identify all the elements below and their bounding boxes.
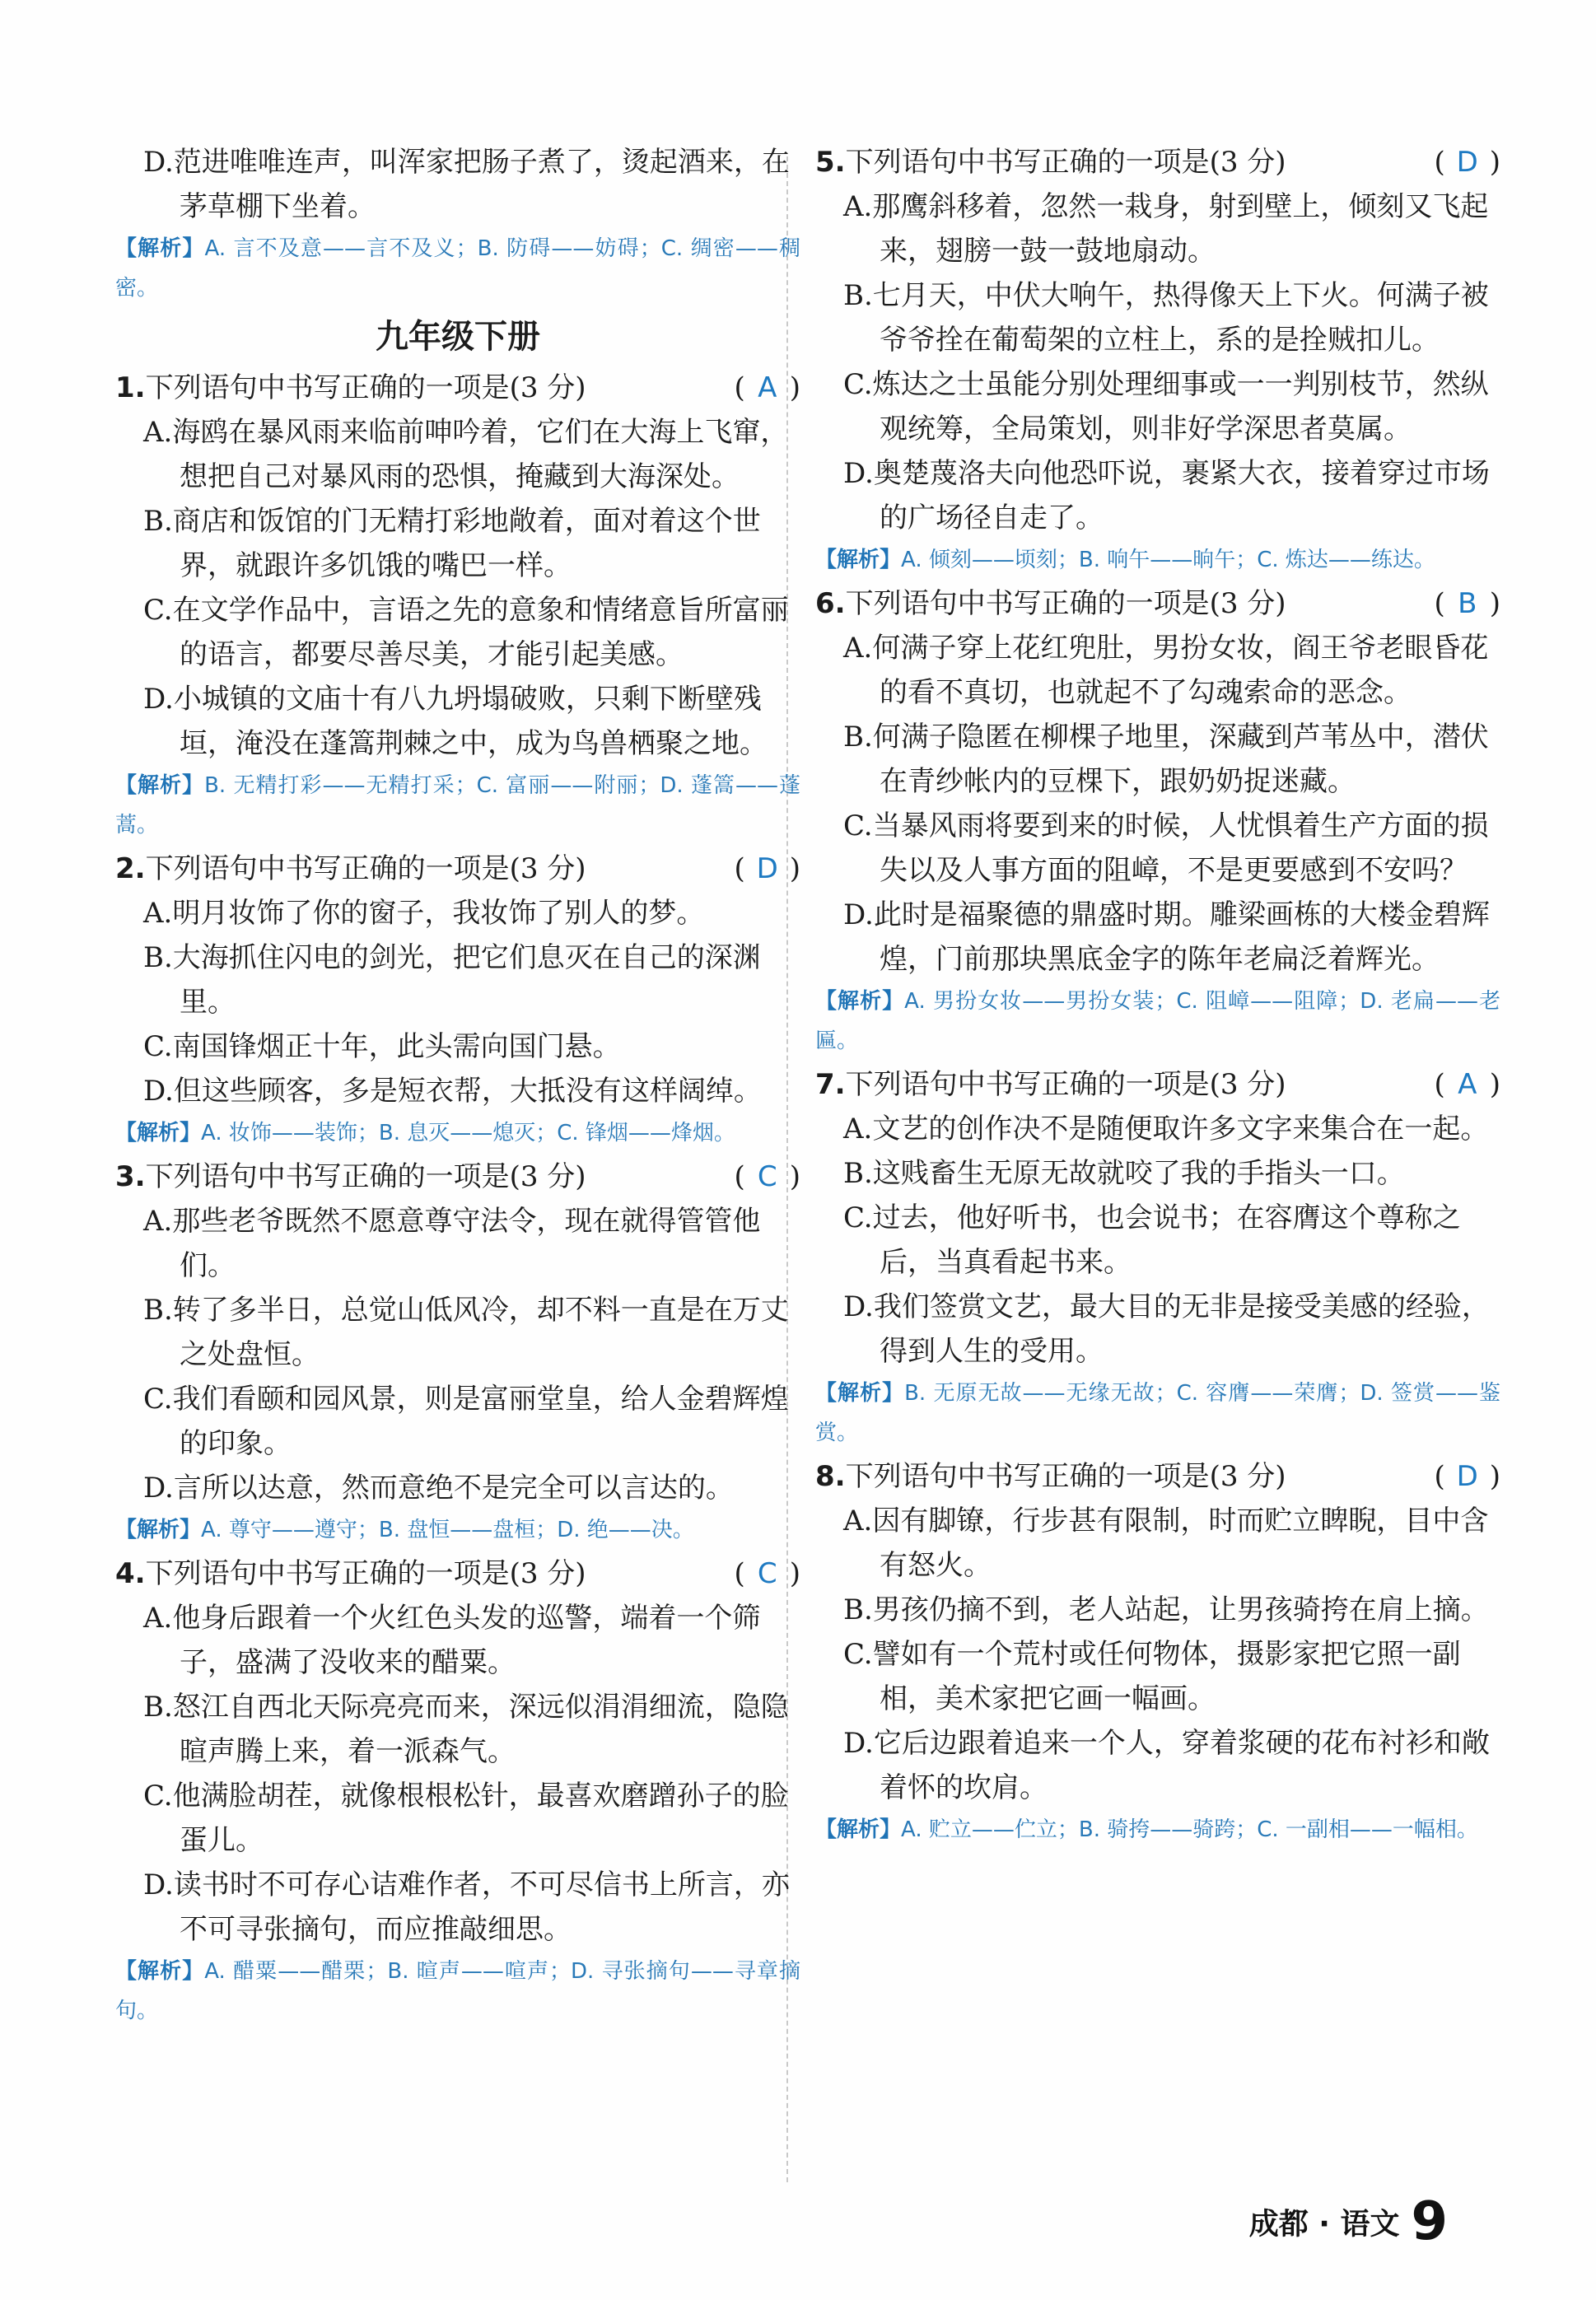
option-d: D.我们签赏文艺，最大目的无非是接受美感的经验，得到人生的受用。 bbox=[843, 1290, 1490, 1368]
answer: D bbox=[1456, 1460, 1478, 1493]
analysis: 【解析】A. 尊守——遵守；B. 盘恒——盘桓；D. 绝——决。 bbox=[115, 1518, 694, 1542]
question-7 bbox=[815, 1062, 1500, 1453]
analysis: 【解析】A. 言不及意——言不及义；B. 防碍——妨碍；C. 绸密——稠密。 bbox=[115, 236, 800, 301]
analysis: 【解析】B. 无精打彩——无精打采；C. 富丽——附丽；D. 蓬篙——蓬蒿。 bbox=[115, 773, 800, 837]
option-d: D.但这些顾客，多是短衣帮，大抵没有这样阔绰。 bbox=[143, 1075, 762, 1108]
analysis: 【解析】A. 贮立——伫立；B. 骑挎——骑跨；C. 一副相——一幅相。 bbox=[815, 1817, 1478, 1842]
question-stem: 6.下列语句中书写正确的一项是(3 分) ( B ) bbox=[815, 581, 1500, 626]
answer: C bbox=[757, 1557, 777, 1590]
question-stem: 2.下列语句中书写正确的一项是(3 分) ( D ) bbox=[115, 847, 800, 891]
option-c: C.譬如有一个荒村或任何物体，摄影家把它照一副相，美术家把它画一幅画。 bbox=[843, 1638, 1461, 1715]
answer: A bbox=[1458, 1068, 1477, 1101]
left-column bbox=[115, 140, 800, 2032]
question-stem: 5.下列语句中书写正确的一项是(3 分) ( D ) bbox=[815, 140, 1500, 184]
question-stem: 1.下列语句中书写正确的一项是(3 分) ( A ) bbox=[115, 366, 800, 410]
option-c: C.过去，他好听书，也会说书；在容膺这个尊称之后，当真看起书来。 bbox=[843, 1201, 1461, 1279]
page-number: 9 bbox=[1411, 2191, 1448, 2252]
option-b: B.何满子隐匿在柳棵子地里，深藏到芦苇丛中，潜伏在青纱帐内的豆棵下，跟奶奶捉迷藏。 bbox=[843, 721, 1489, 798]
right-column bbox=[815, 140, 1500, 1851]
question-5 bbox=[815, 140, 1500, 580]
option-d: D.言所以达意，然而意绝不是完全可以言达的。 bbox=[143, 1472, 734, 1505]
option: D.范进唯唯连声，叫浑家把肠子煮了，烫起酒来，在茅草棚下坐着。 bbox=[143, 146, 790, 223]
option-b: B.七月天，中伏大响午，热得像天上下火。何满子被爷爷拴在葡萄架的立柱上，系的是拴贼扣儿。 bbox=[843, 279, 1489, 357]
option-b: B.大海抓住闪电的剑光，把它们息灭在自己的深渊里。 bbox=[143, 941, 761, 1019]
option-d: D.小城镇的文庙十有八九坍塌破败，只剩下断壁残垣，淹没在蓬篙荆棘之中，成为鸟兽栖聚之地。 bbox=[143, 683, 768, 760]
question-stem: 4.下列语句中书写正确的一项是(3 分) ( C ) bbox=[115, 1551, 800, 1596]
question-8 bbox=[815, 1454, 1500, 1850]
footer-label: 成都 · 语文 bbox=[1248, 2207, 1400, 2242]
option-a: A.何满子穿上花红兜肚，男扮女妆，阎王爷老眼昏花的看不真切，也就起不了勾魂索命的恶念。 bbox=[843, 632, 1489, 709]
answer: C bbox=[757, 1160, 777, 1193]
option-b: B.男孩仍摘不到，老人站起，让男孩骑挎在肩上摘。 bbox=[843, 1593, 1489, 1626]
option-a: A.文艺的创作决不是随便取许多文字来集合在一起。 bbox=[843, 1113, 1489, 1145]
option-c: C.炼达之士虽能分别处理细事或一一判别枝节，然纵观统筹，全局策划，则非好学深思者莫属。 bbox=[843, 368, 1489, 446]
question-stem: 3.下列语句中书写正确的一项是(3 分) ( C ) bbox=[115, 1155, 800, 1199]
page-footer bbox=[1249, 2191, 1448, 2252]
question-6 bbox=[815, 581, 1500, 1061]
question-2 bbox=[115, 847, 800, 1153]
option-a: A.那鹰斜移着，忽然一栽身，射到壁上，倾刻又飞起来，翅膀一鼓一鼓地扇动。 bbox=[843, 190, 1489, 268]
option-c: C.当暴风雨将要到来的时候，人忧惧着生产方面的损失以及人事方面的阻嶂，不是更要感到不安吗？ bbox=[843, 809, 1489, 887]
option-c: C.南国锋烟正十年，此头需向国门悬。 bbox=[143, 1030, 621, 1063]
analysis: 【解析】A. 男扮女妆——男扮女装；C. 阻嶂——阻障；D. 老扁——老匾。 bbox=[815, 989, 1500, 1053]
answer: A bbox=[758, 371, 777, 404]
question-4 bbox=[115, 1551, 800, 2031]
analysis: 【解析】B. 无原无故——无缘无故；C. 容膺——荣膺；D. 签赏——鉴赏。 bbox=[815, 1381, 1500, 1445]
option-d: D.此时是福聚德的鼎盛时期。雕梁画栋的大楼金碧辉煌，门前那块黑底金字的陈年老扁泛着辉光。 bbox=[843, 898, 1490, 976]
option-a: A.明月妆饰了你的窗子，我妆饰了别人的梦。 bbox=[143, 897, 705, 930]
answer: D bbox=[1456, 146, 1478, 179]
analysis: 【解析】A. 妆饰——装饰；B. 息灭——熄灭；C. 锋烟——烽烟。 bbox=[115, 1121, 735, 1145]
option-c: C.我们看颐和园风景，则是富丽堂皇，给人金碧辉煌的印象。 bbox=[143, 1383, 789, 1460]
option-d: D.奥楚蔑洛夫向他恐吓说，裹紧大衣，接着穿过市场的广场径自走了。 bbox=[843, 457, 1490, 534]
option-b: B.这贱畜生无原无故就咬了我的手指头一口。 bbox=[843, 1157, 1405, 1190]
option-b: B.商店和饭馆的门无精打彩地敞着，面对着这个世界，就跟许多饥饿的嘴巴一样。 bbox=[143, 505, 761, 582]
answer: D bbox=[756, 852, 778, 885]
option-a: A.他身后跟着一个火红色头发的巡警，端着一个筛子，盛满了没收来的醋粟。 bbox=[143, 1602, 761, 1679]
option-d: D.读书时不可存心诘难作者，不可尽信书上所言，亦不可寻张摘句，而应推敲细思。 bbox=[143, 1868, 790, 1946]
question-stem: 8.下列语句中书写正确的一项是(3 分) ( D ) bbox=[815, 1454, 1500, 1499]
option-a: A.海鸥在暴风雨来临前呻吟着，它们在大海上飞窜，想把自己对暴风雨的恐惧，掩藏到大海深处。 bbox=[143, 416, 789, 493]
option-c: C.他满脸胡茬，就像根根松针，最喜欢磨蹭孙子的脸蛋儿。 bbox=[143, 1780, 789, 1857]
section-title: 九年级下册 bbox=[376, 318, 540, 356]
option-b: B.转了多半日，总觉山低风冷，却不料一直是在万丈之处盘恒。 bbox=[143, 1294, 789, 1371]
option-b: B.怒江自西北天际亮亮而来，深远似涓涓细流，隐隐暄声腾上来，着一派森气。 bbox=[143, 1691, 789, 1768]
question-1 bbox=[115, 366, 800, 845]
option-a: A.那些老爷既然不愿意尊守法令，现在就得管管他们。 bbox=[143, 1205, 761, 1282]
question-3 bbox=[115, 1155, 800, 1550]
question-stem: 7.下列语句中书写正确的一项是(3 分) ( A ) bbox=[815, 1062, 1500, 1107]
analysis: 【解析】A. 倾刻——顷刻；B. 响午——晌午；C. 炼达——练达。 bbox=[815, 548, 1435, 572]
option-c: C.在文学作品中，言语之先的意象和情绪意旨所富丽的语言，都要尽善尽美，才能引起美感。 bbox=[143, 594, 789, 671]
answer: B bbox=[1458, 587, 1477, 620]
analysis: 【解析】A. 醋粟——醋栗；B. 暄声——喧声；D. 寻张摘句——寻章摘句。 bbox=[115, 1959, 800, 2023]
option-a: A.因有脚镣，行步甚有限制，时而贮立睥睨，目中含有怒火。 bbox=[843, 1505, 1489, 1582]
option-d: D.它后边跟着追来一个人，穿着浆硬的花布衬衫和敞着怀的坎肩。 bbox=[843, 1727, 1490, 1804]
